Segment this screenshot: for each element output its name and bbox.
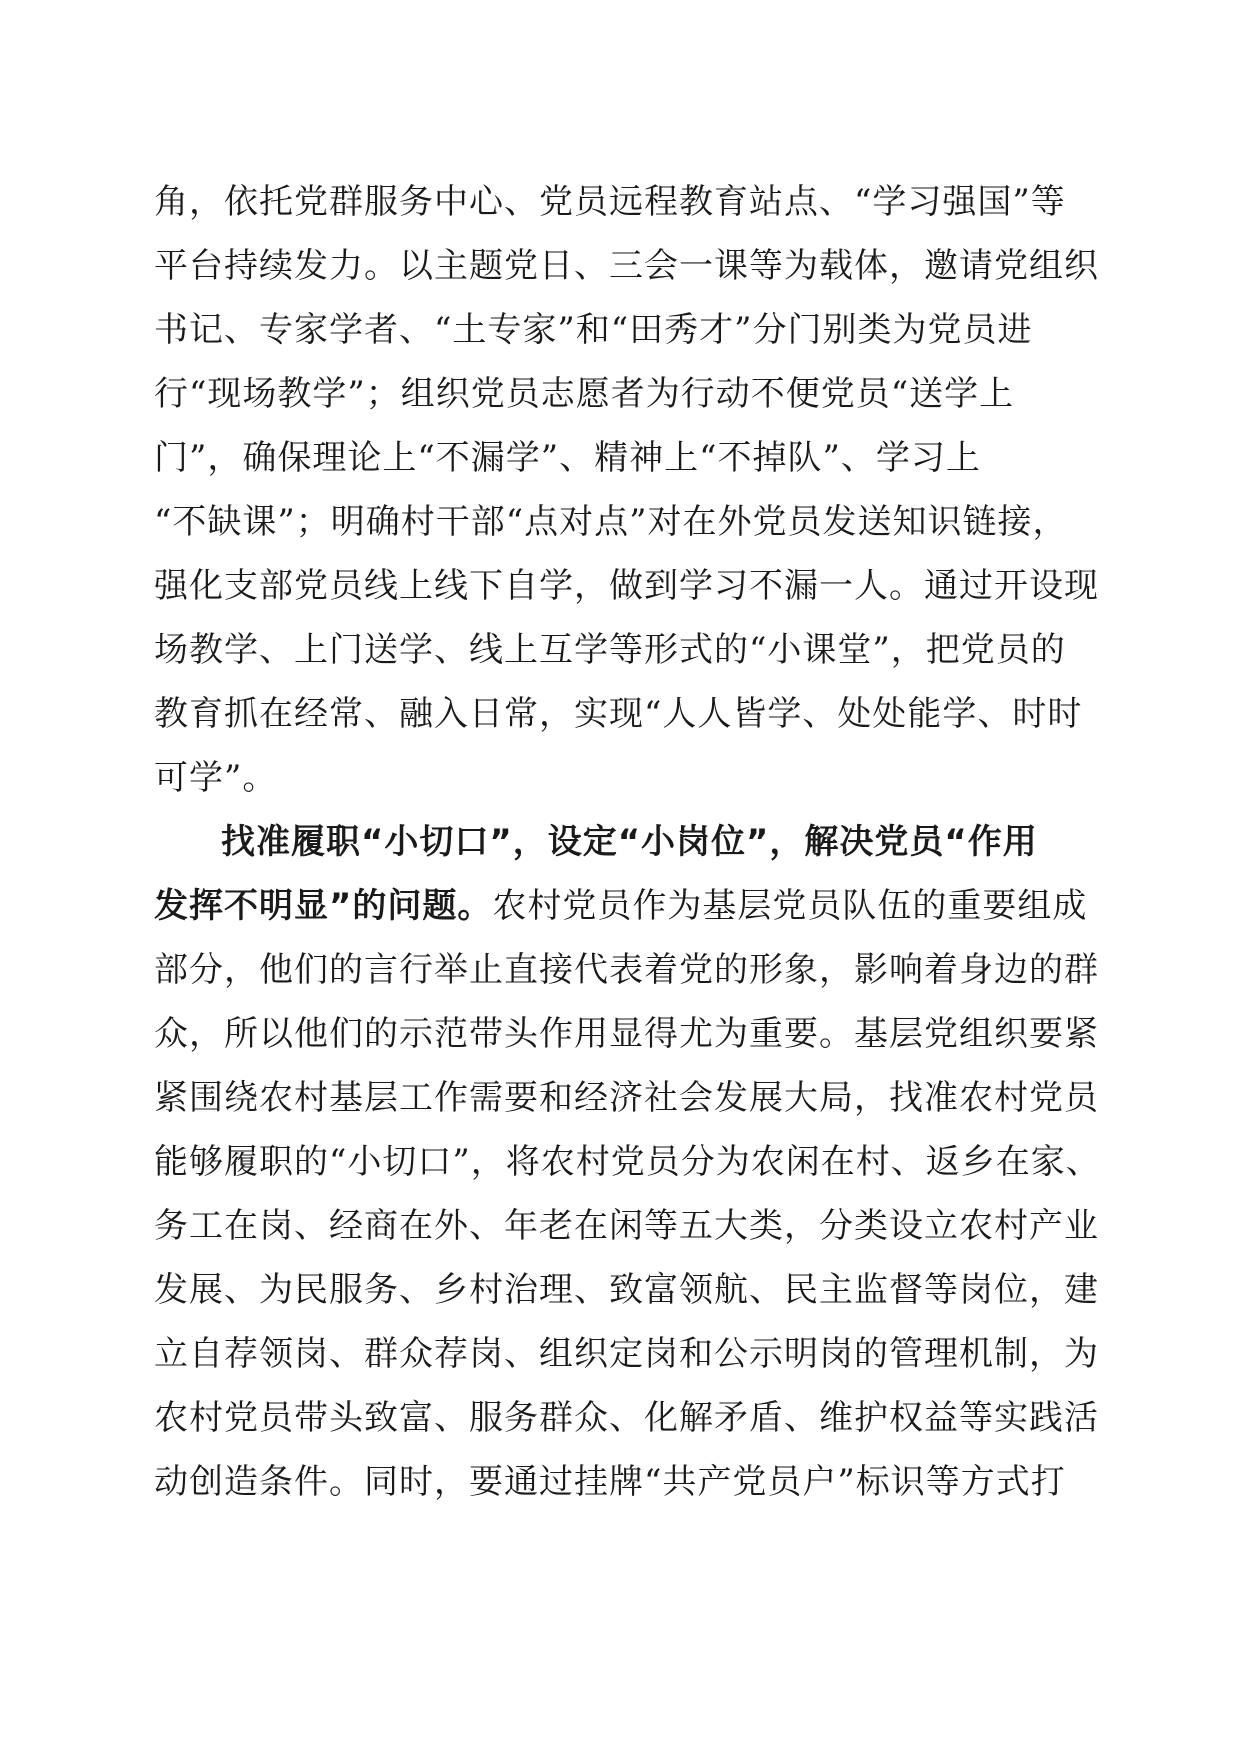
paragraph-1-line-8: 场教学、上门送学、线上互学等形式的“小课堂”，把党员的	[154, 630, 1066, 670]
paragraph-2-line-3: 部分，他们的言行举止直接代表着党的形象，影响着身边的群	[154, 950, 1099, 990]
paragraph-2-heading-line-1: 找准履职“小切口”，设定“小岗位”，解决党员“作用	[221, 822, 1038, 862]
paragraph-2-line-4: 众，所以他们的示范带头作用显得尤为重要。基层党组织要紧	[154, 1014, 1099, 1054]
paragraph-2-line-6: 能够履职的“小切口”，将农村党员分为农闲在村、返乡在家、	[154, 1142, 1101, 1182]
paragraph-1-line-10: 可学”。	[154, 758, 278, 798]
paragraph-2-heading-line-2: 发挥不明显”的问题。	[154, 886, 493, 926]
paragraph-2-line-7: 务工在岗、经商在外、年老在闲等五大类，分类设立农村产业	[154, 1206, 1099, 1246]
paragraph-2-line-2-text: 农村党员作为基层党员队伍的重要组成	[492, 886, 1088, 926]
paragraph-1-line-9: 教育抓在经常、融入日常，实现“人人皆学、处处能学、时时	[154, 694, 1083, 734]
paragraph-1-line-2: 平台持续发力。以主题党日、三会一课等为载体，邀请党组织	[154, 246, 1099, 286]
paragraph-2-line-9: 立自荐领岗、群众荐岗、组织定岗和公示明岗的管理机制，为	[154, 1334, 1099, 1374]
paragraph-1-line-5: 门”，确保理论上“不漏学”、精神上“不掉队”、学习上	[154, 438, 981, 478]
paragraph-1-line-3: 书记、专家学者、“土专家”和“田秀才”分门别类为党员进	[154, 310, 1033, 350]
paragraph-1-line-7: 强化支部党员线上线下自学，做到学习不漏一人。通过开设现	[154, 566, 1099, 606]
paragraph-1-line-6: “不缺课”；明确村干部“点对点”对在外党员发送知识链接，	[154, 502, 1068, 542]
paragraph-2-line-11: 动创造条件。同时，要通过挂牌“共产党员户”标识等方式打	[154, 1462, 1066, 1502]
paragraph-2-line-2	[154, 876, 1094, 936]
paragraph-2-line-5: 紧围绕农村基层工作需要和经济社会发展大局，找准农村党员	[154, 1078, 1099, 1118]
paragraph-2-line-10: 农村党员带头致富、服务群众、化解矛盾、维护权益等实践活	[154, 1398, 1099, 1438]
paragraph-1-line-4: 行“现场教学”；组织党员志愿者为行动不便党员“送学上	[154, 374, 1015, 414]
paragraph-1-line-1: 角，依托党群服务中心、党员远程教育站点、“学习强国”等	[154, 182, 1066, 222]
paragraph-2-line-8: 发展、为民服务、乡村治理、致富领航、民主监督等岗位，建	[154, 1270, 1099, 1310]
